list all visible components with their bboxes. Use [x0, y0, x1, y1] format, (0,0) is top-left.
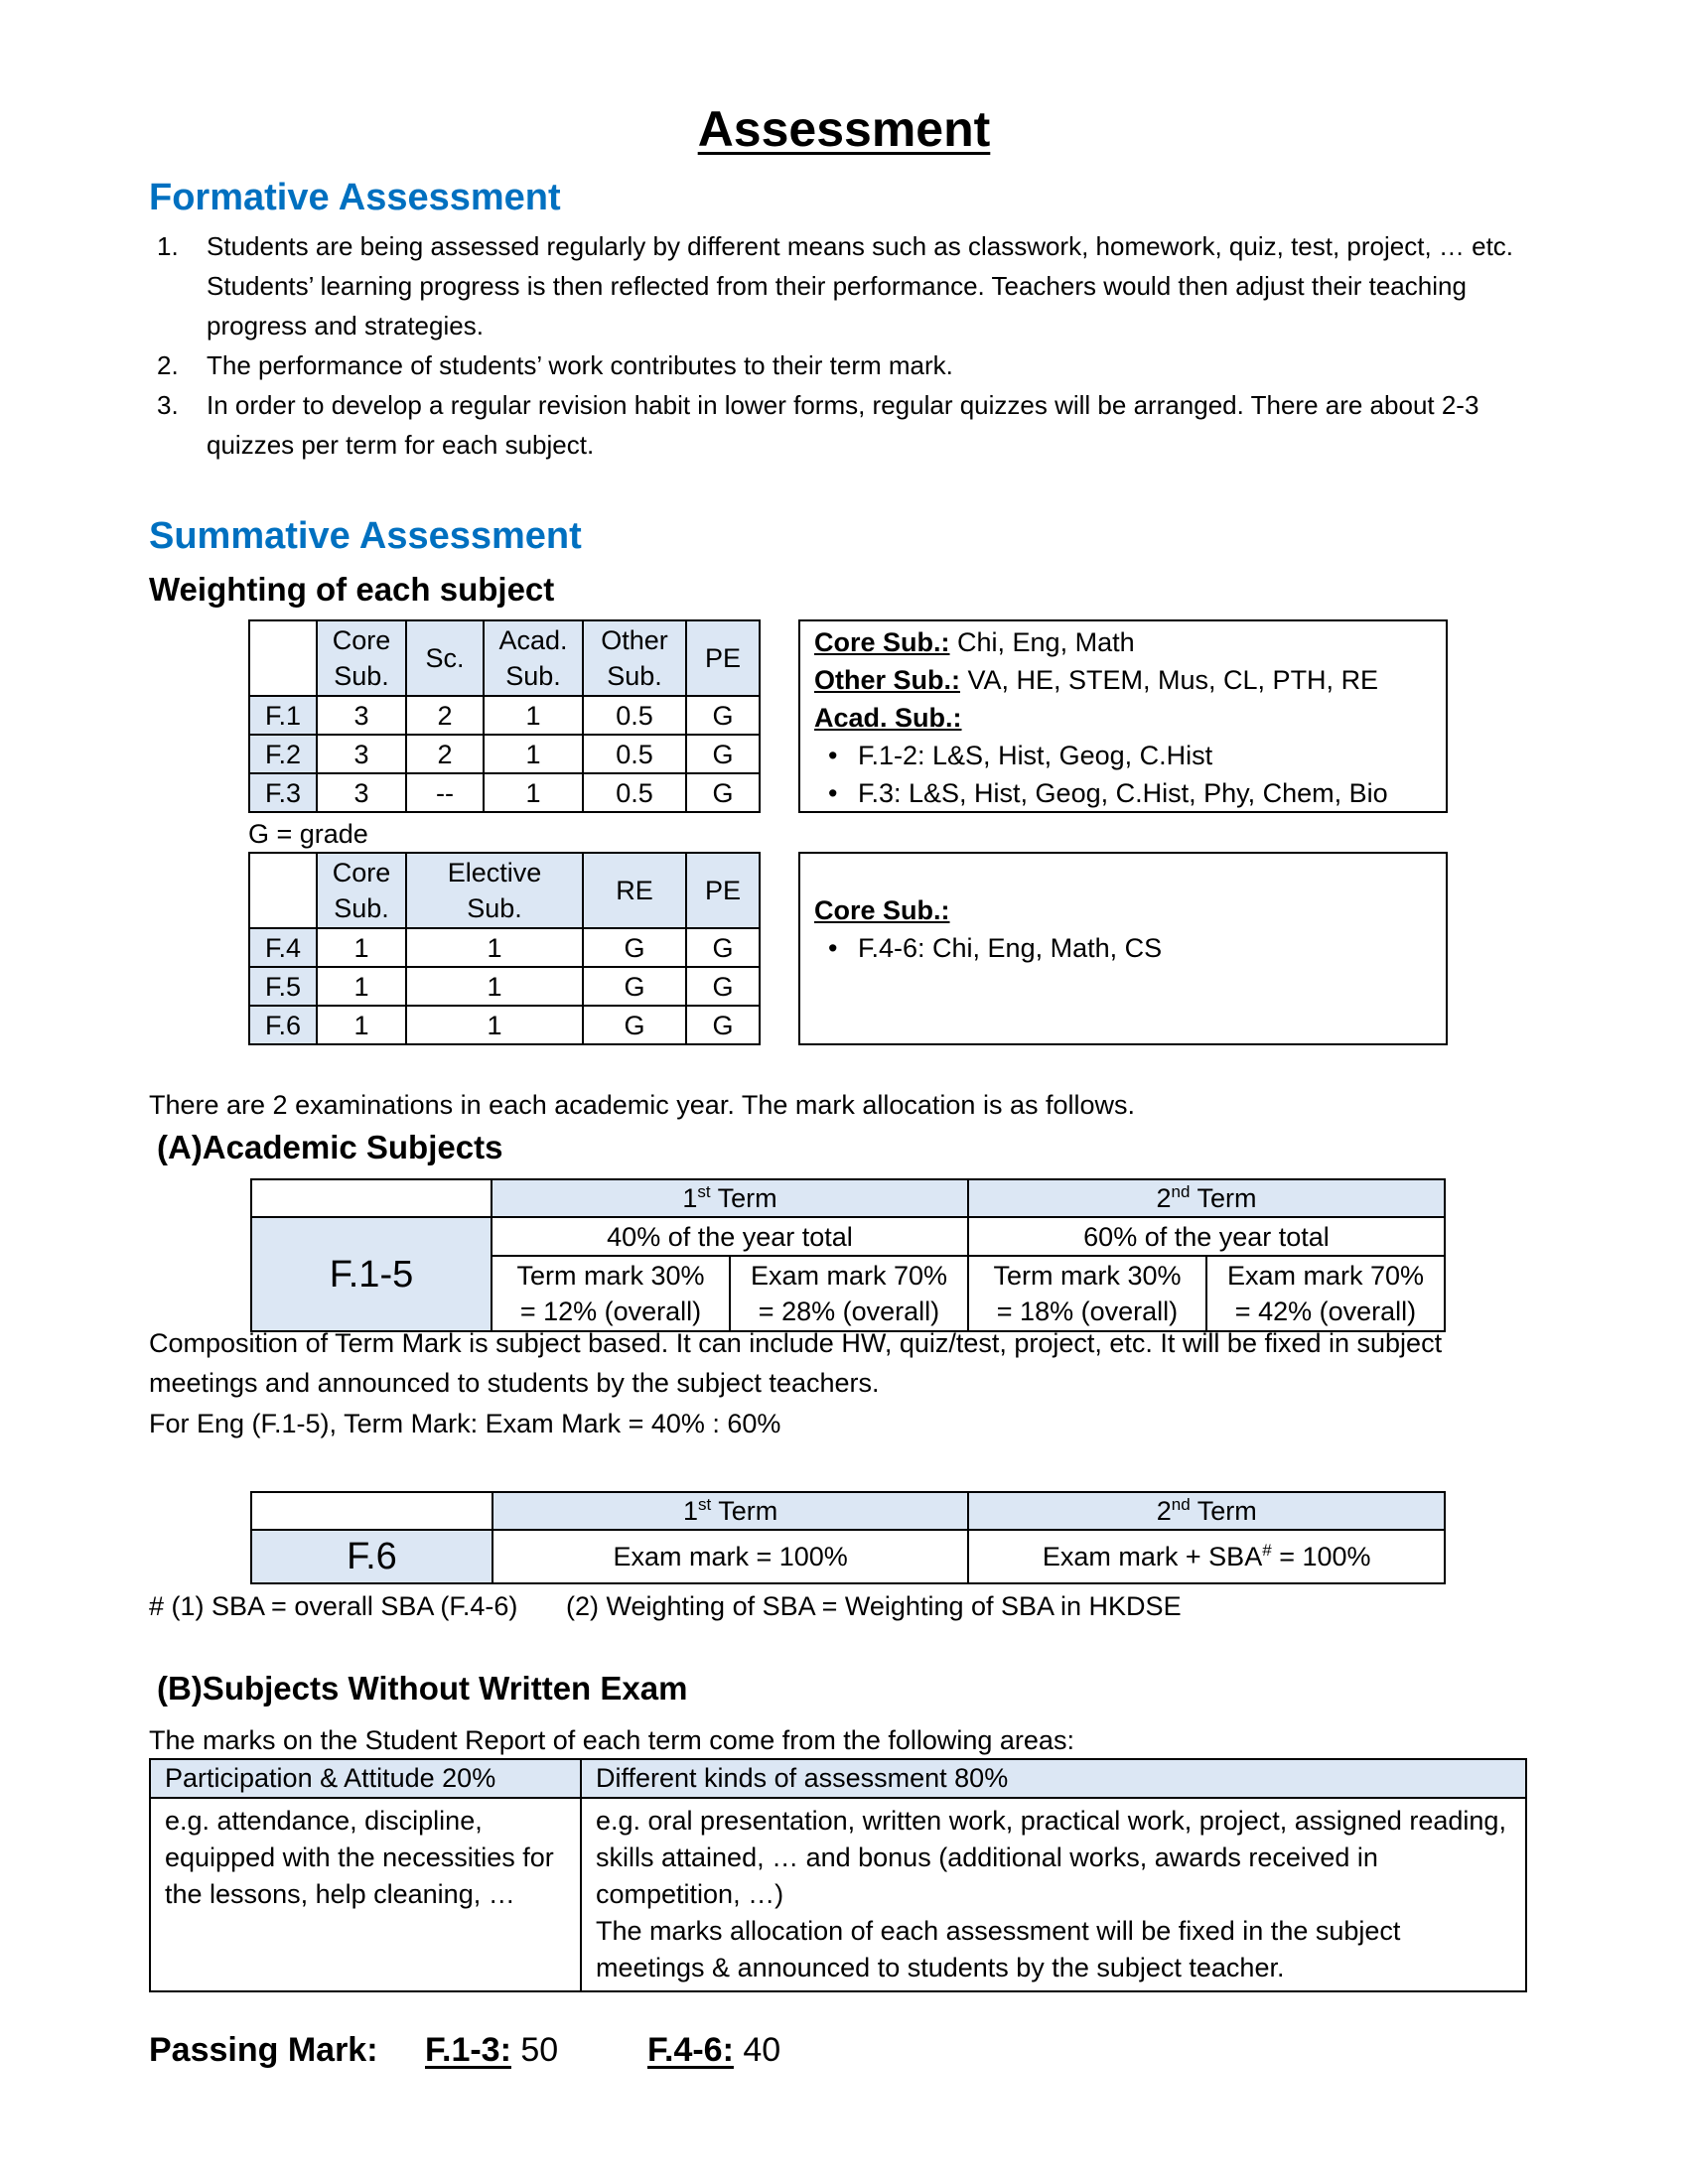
acad-sub-list [814, 737, 1432, 812]
section-b-heading: (B)Subjects Without Written Exam [157, 1670, 688, 1706]
table-cell: 3 [317, 735, 406, 773]
table-cell: Exam mark 70% = 42% (overall) [1206, 1256, 1445, 1331]
section-a-heading: (A)Academic Subjects [157, 1129, 503, 1165]
table-cell: 0.5 [583, 735, 686, 773]
table-cell: 2 [406, 735, 484, 773]
list-item: • F.4-6: Chi, Eng, Math, CS [814, 929, 1432, 967]
row-label: F.4 [249, 928, 317, 967]
acad-sub-line: Acad. Sub.: [814, 703, 962, 733]
list-item: • F.3: L&S, Hist, Geog, C.Hist, Phy, Chem, Bio [814, 774, 1432, 812]
table-row [249, 773, 760, 812]
f6-mark-table [250, 1491, 1446, 1584]
list-item: • F.1-2: L&S, Hist, Geog, C.Hist [814, 737, 1432, 774]
formative-heading: Formative Assessment [149, 177, 561, 218]
summative-heading: Summative Assessment [149, 515, 582, 557]
table-header-cell [249, 620, 317, 696]
table-cell: Term mark 30% = 18% (overall) [968, 1256, 1206, 1331]
table-cell: 3 [317, 773, 406, 812]
sba-note-2: (2) Weighting of SBA = Weighting of SBA in HKDSE [566, 1591, 1182, 1621]
passing-mark-f46: F.4-6: 40 [647, 2031, 781, 2069]
form-label: F.1-5 [251, 1217, 492, 1331]
weighting-heading: Weighting of each subject [149, 571, 555, 608]
table-cell: G [583, 967, 686, 1006]
table-cell: -- [406, 773, 484, 812]
term2-header: 2nd Term [968, 1492, 1445, 1530]
row-label: F.1 [249, 696, 317, 735]
row-label: F.5 [249, 967, 317, 1006]
table-cell: e.g. oral presentation, written work, practical work, project, assigned reading, skills attained, … and bonus (additional works, awards received in competition, …) The marks allocation of each assessment will be fixed in the subject meetings & announced to students by the subject teacher. [581, 1798, 1526, 1991]
table-header-cell: Sc. [406, 620, 484, 696]
table-header-cell [251, 1492, 492, 1530]
table-header-cell [249, 853, 317, 928]
table-cell: 0.5 [583, 773, 686, 812]
table-header-cell: PE [686, 620, 760, 696]
table-header-cell: Participation & Attitude 20% [150, 1759, 581, 1798]
row-label: F.3 [249, 773, 317, 812]
table-cell: G [583, 1006, 686, 1044]
table-cell: 1 [484, 735, 583, 773]
exam-intro: There are 2 examinations in each academic year. The mark allocation is as follows. [149, 1090, 1135, 1120]
table-header-cell: Other Sub. [583, 620, 686, 696]
f6-term2-cell: Exam mark + SBA# = 100% [968, 1530, 1445, 1583]
row-label: F.2 [249, 735, 317, 773]
table-cell: 1 [406, 928, 583, 967]
eng-note: For Eng (F.1-5), Term Mark: Exam Mark = 40% : 60% [149, 1409, 781, 1438]
table-cell: G [686, 696, 760, 735]
term2-share: 60% of the year total [968, 1217, 1445, 1256]
non-exam-table [149, 1758, 1527, 1992]
list-item: 3. In order to develop a regular revision habit in lower forms, regular quizzes will be arranged. There are about 2-3 quizzes per term for each subject. [157, 390, 1479, 460]
formative-list [149, 226, 1539, 465]
term2-header: 2nd Term [968, 1179, 1445, 1217]
table-cell: 1 [484, 773, 583, 812]
table-cell: 3 [317, 696, 406, 735]
page-title: Assessment [697, 101, 991, 157]
term-mark-note: Composition of Term Mark is subject based. It can include HW, quiz/test, project, etc. It will be fixed in subject meetings and announced to students by the subject teachers. [149, 1328, 1443, 1398]
table-cell: 1 [406, 967, 583, 1006]
row-label: F.6 [249, 1006, 317, 1044]
weighting-table-senior [248, 852, 761, 1045]
f6-term1-cell: Exam mark = 100% [492, 1530, 969, 1583]
table-cell: 1 [317, 1006, 406, 1044]
weighting-table-junior [248, 619, 761, 813]
list-item: 2. The performance of students’ work contributes to their term mark. [157, 350, 953, 380]
core-sub-line: Core Sub.: Chi, Eng, Math [814, 627, 1135, 657]
core-sub-line: Core Sub.: [814, 895, 950, 925]
table-header-cell: RE [583, 853, 686, 928]
term1-header: 1st Term [492, 1179, 968, 1217]
table-header-cell: Core Sub. [317, 853, 406, 928]
table-header-cell: Elective Sub. [406, 853, 583, 928]
table-row [249, 735, 760, 773]
table-cell: G [686, 967, 760, 1006]
table-cell: G [583, 928, 686, 967]
subject-legend-box-junior [798, 619, 1448, 813]
table-cell: Exam mark 70% = 28% (overall) [730, 1256, 968, 1331]
grade-note: G = grade [248, 819, 368, 849]
table-cell: Term mark 30% = 12% (overall) [492, 1256, 730, 1331]
table-cell: G [686, 773, 760, 812]
list-item: 1. Students are being assessed regularly by different means such as classwork, homework, quiz, test, project, … etc. Students’ learning progress is then reflected from their performance. Teachers would then adjust their teaching progress and strategies. [157, 231, 1514, 341]
table-row [249, 967, 760, 1006]
section-b-intro: The marks on the Student Report of each term come from the following areas: [149, 1725, 1074, 1755]
table-cell: G [686, 735, 760, 773]
table-header-cell: Different kinds of assessment 80% [581, 1759, 1526, 1798]
table-header-cell: Acad. Sub. [484, 620, 583, 696]
table-cell: 1 [317, 928, 406, 967]
academic-mark-table [250, 1178, 1446, 1332]
table-cell: 1 [406, 1006, 583, 1044]
subject-legend-box-senior [798, 852, 1448, 1045]
table-header-cell: PE [686, 853, 760, 928]
passing-mark-f13: F.1-3: 50 [425, 2031, 559, 2069]
table-cell: 1 [484, 696, 583, 735]
term1-header: 1st Term [492, 1492, 969, 1530]
core-sub-list [814, 929, 1432, 967]
term1-share: 40% of the year total [492, 1217, 968, 1256]
table-row [249, 696, 760, 735]
table-cell: 2 [406, 696, 484, 735]
table-header-cell [251, 1179, 492, 1217]
passing-mark-label: Passing Mark: [149, 2031, 378, 2069]
table-cell: 0.5 [583, 696, 686, 735]
table-row [249, 928, 760, 967]
formative-list-container [149, 226, 1539, 465]
sba-note-1: # (1) SBA = overall SBA (F.4-6) [149, 1591, 518, 1621]
table-cell: G [686, 1006, 760, 1044]
table-cell: e.g. attendance, discipline, equipped with the necessities for the lessons, help cleaning, … [150, 1798, 581, 1991]
table-row [249, 1006, 760, 1044]
other-sub-line: Other Sub.: VA, HE, STEM, Mus, CL, PTH, RE [814, 665, 1379, 695]
table-cell: G [686, 928, 760, 967]
table-header-cell: Core Sub. [317, 620, 406, 696]
form-label: F.6 [251, 1530, 492, 1583]
table-cell: 1 [317, 967, 406, 1006]
